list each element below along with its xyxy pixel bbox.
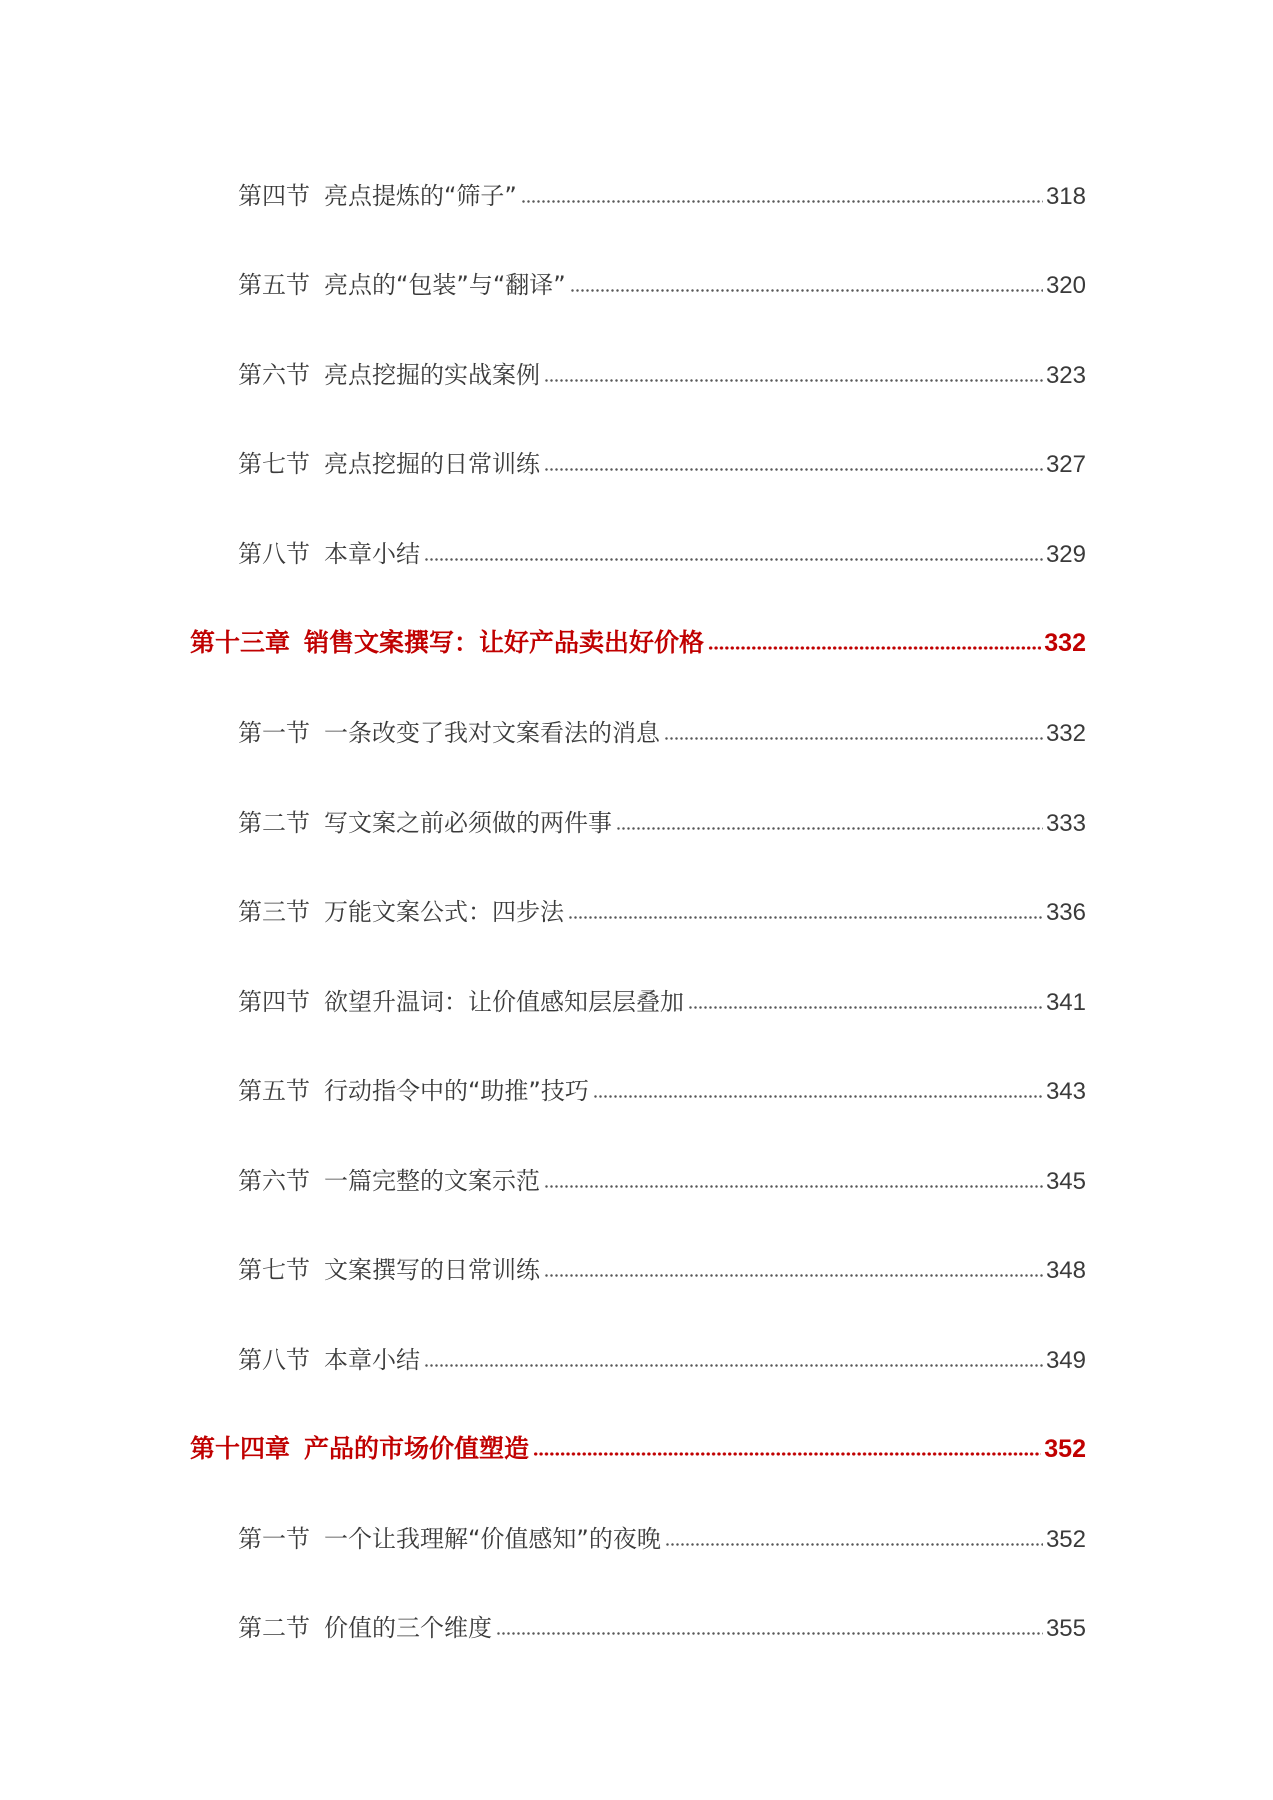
page-number: 345 bbox=[1045, 1168, 1086, 1195]
section-number: 第二节 bbox=[238, 809, 310, 837]
section-number: 第八节 bbox=[238, 1346, 310, 1374]
page-number: 332 bbox=[1044, 629, 1086, 657]
dot-leader bbox=[521, 197, 1043, 205]
dot-leader bbox=[664, 734, 1043, 742]
dot-leader bbox=[496, 1629, 1043, 1637]
section-title: 一篇完整的文案示范 bbox=[324, 1167, 540, 1195]
toc-chapter-entry[interactable] bbox=[190, 1429, 1086, 1469]
section-number: 第三节 bbox=[238, 898, 310, 926]
page-number: 332 bbox=[1045, 720, 1086, 747]
toc-entry[interactable] bbox=[238, 534, 1086, 574]
page-number: 320 bbox=[1045, 272, 1086, 299]
section-title: 一个让我理解“价值感知”的夜晚 bbox=[324, 1525, 661, 1553]
toc-entry[interactable] bbox=[238, 265, 1086, 305]
toc-entry[interactable] bbox=[238, 1340, 1086, 1380]
section-title: 亮点的“包装”与“翻译” bbox=[324, 271, 566, 299]
page-number: 348 bbox=[1045, 1257, 1086, 1284]
page-number: 349 bbox=[1045, 1347, 1086, 1374]
toc-entry[interactable] bbox=[238, 1071, 1086, 1111]
section-number: 第二节 bbox=[238, 1614, 310, 1642]
section-number: 第六节 bbox=[238, 1167, 310, 1195]
section-title: 行动指令中的“助推”技巧 bbox=[324, 1077, 589, 1105]
dot-leader bbox=[708, 644, 1041, 652]
section-number: 第七节 bbox=[238, 1256, 310, 1284]
page-number: 327 bbox=[1045, 451, 1086, 478]
section-number: 第一节 bbox=[238, 1525, 310, 1553]
chapter-number: 第十四章 bbox=[190, 1434, 291, 1463]
page-number: 352 bbox=[1045, 1526, 1086, 1553]
dot-leader bbox=[665, 1540, 1043, 1548]
section-title: 亮点挖掘的日常训练 bbox=[324, 450, 540, 478]
section-number: 第七节 bbox=[238, 450, 310, 478]
section-title: 亮点挖掘的实战案例 bbox=[324, 361, 540, 389]
chapter-number: 第十三章 bbox=[190, 628, 291, 657]
dot-leader bbox=[544, 376, 1043, 384]
page-number: 329 bbox=[1045, 541, 1086, 568]
section-number: 第四节 bbox=[238, 988, 310, 1016]
dot-leader bbox=[568, 913, 1043, 921]
chapter-title: 销售文案撰写：让好产品卖出好价格 bbox=[304, 628, 705, 657]
page-number: 341 bbox=[1045, 989, 1086, 1016]
dot-leader bbox=[616, 824, 1043, 832]
toc-entry[interactable] bbox=[238, 1161, 1086, 1201]
section-title: 本章小结 bbox=[324, 540, 420, 568]
section-title: 本章小结 bbox=[324, 1346, 420, 1374]
chapter-title: 产品的市场价值塑造 bbox=[304, 1434, 530, 1463]
dot-leader bbox=[544, 1182, 1043, 1190]
toc-entry[interactable] bbox=[238, 355, 1086, 395]
section-number: 第五节 bbox=[238, 1077, 310, 1105]
section-title: 价值的三个维度 bbox=[324, 1614, 492, 1642]
dot-leader bbox=[544, 465, 1043, 473]
toc-entry[interactable] bbox=[238, 982, 1086, 1022]
section-number: 第四节 bbox=[238, 182, 310, 210]
page-number: 355 bbox=[1045, 1615, 1086, 1642]
section-title: 欲望升温词：让价值感知层层叠加 bbox=[324, 988, 684, 1016]
page-number: 336 bbox=[1045, 899, 1086, 926]
page-number: 333 bbox=[1045, 810, 1086, 837]
toc-entry[interactable] bbox=[238, 803, 1086, 843]
dot-leader bbox=[570, 286, 1043, 294]
toc-entry[interactable] bbox=[238, 1608, 1086, 1648]
page-number: 318 bbox=[1045, 183, 1086, 210]
dot-leader bbox=[533, 1450, 1041, 1458]
section-title: 写文案之前必须做的两件事 bbox=[324, 809, 612, 837]
toc-entry[interactable] bbox=[238, 1519, 1086, 1559]
dot-leader bbox=[593, 1092, 1043, 1100]
dot-leader bbox=[544, 1271, 1043, 1279]
section-number: 第五节 bbox=[238, 271, 310, 299]
toc-entry[interactable] bbox=[238, 892, 1086, 932]
section-number: 第八节 bbox=[238, 540, 310, 568]
toc-entry[interactable] bbox=[238, 444, 1086, 484]
section-title: 一条改变了我对文案看法的消息 bbox=[324, 719, 660, 747]
dot-leader bbox=[424, 555, 1043, 563]
dot-leader bbox=[424, 1361, 1043, 1369]
section-number: 第六节 bbox=[238, 361, 310, 389]
page-number: 352 bbox=[1044, 1435, 1086, 1463]
toc-entry[interactable] bbox=[238, 713, 1086, 753]
section-title: 亮点提炼的“筛子” bbox=[324, 182, 517, 210]
toc-entry[interactable] bbox=[238, 1250, 1086, 1290]
toc-entry[interactable] bbox=[238, 176, 1086, 216]
page-number: 343 bbox=[1045, 1078, 1086, 1105]
toc-chapter-entry[interactable] bbox=[190, 623, 1086, 663]
page-number: 323 bbox=[1045, 362, 1086, 389]
section-title: 文案撰写的日常训练 bbox=[324, 1256, 540, 1284]
section-number: 第一节 bbox=[238, 719, 310, 747]
dot-leader bbox=[688, 1003, 1043, 1011]
section-title: 万能文案公式：四步法 bbox=[324, 898, 564, 926]
